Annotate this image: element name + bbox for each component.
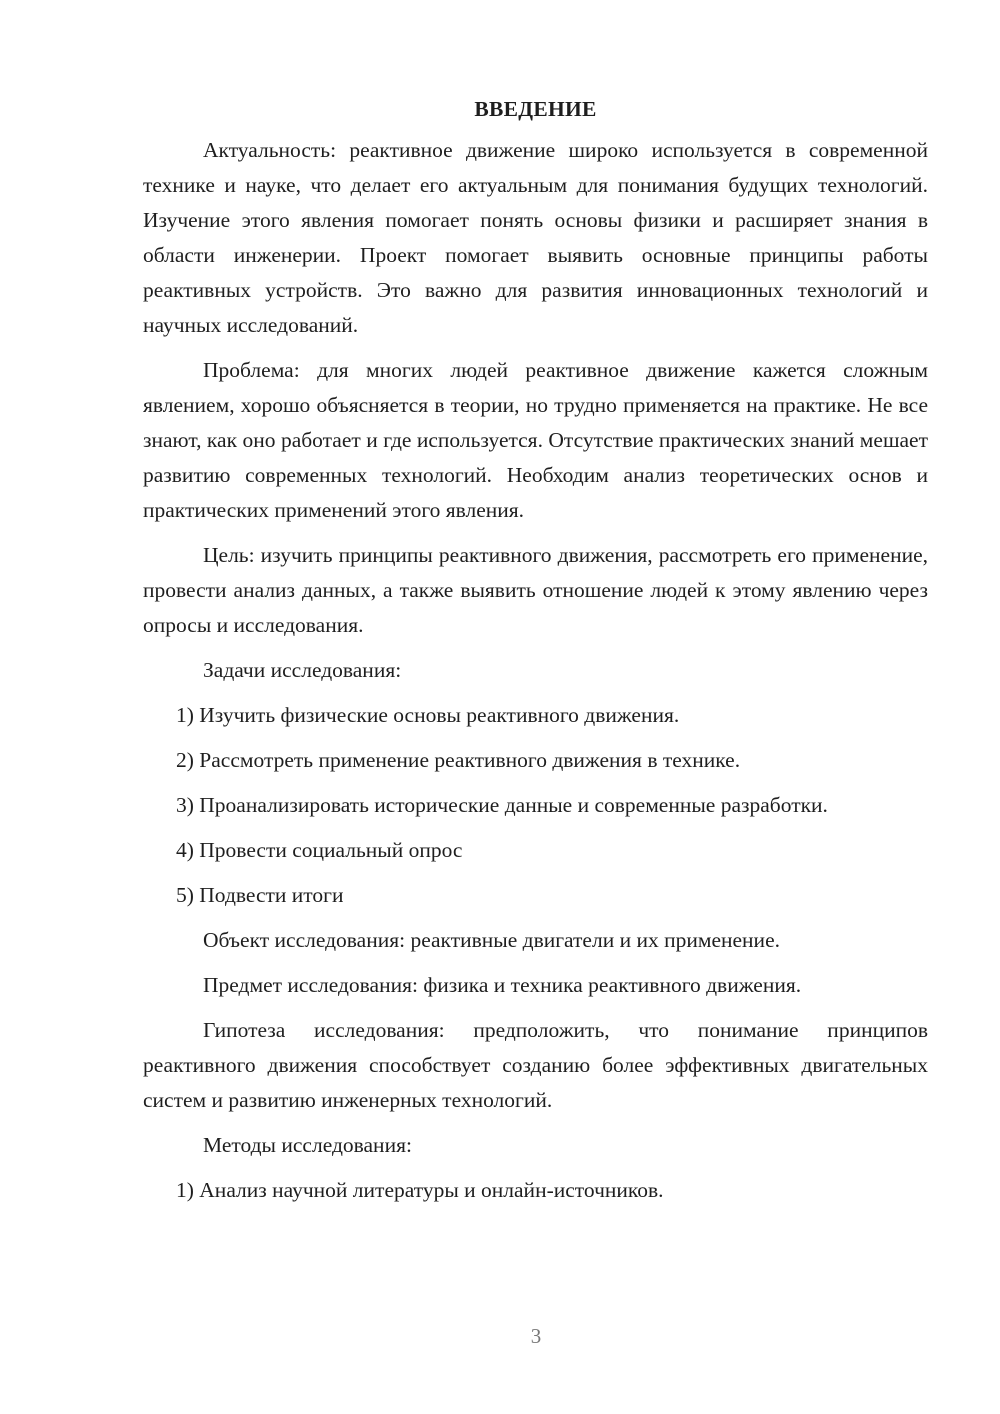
task-item: 4) Провести социальный опрос (176, 838, 463, 862)
task-item: 2) Рассмотреть применение реактивного движения в технике. (176, 748, 741, 772)
page-content (143, 92, 928, 1218)
task-item: 5) Подвести итоги (176, 883, 344, 907)
goal-paragraph: Цель: изучить принципы реактивного движения, рассмотреть его применение, провести анализ данных, а также выявить отношение людей к этому явлению через опросы и исследования. (143, 543, 928, 637)
relevance-paragraph: Актуальность: реактивное движение широко используется в современной технике и науке, что делает его актуальным для понимания будущих технологий. Изучение этого явления помогает понять основы физики и расширяет знания в области инженерии. Проект помогает выявить основные принципы работы реактивных устройств. Это важно для развития инновационных технологий и научных исследований. (143, 138, 928, 337)
hypothesis-paragraph: Гипотеза исследования: предположить, что понимание принципов реактивного движения способствует созданию более эффективных двигательных систем и развитию инженерных технологий. (143, 1018, 928, 1112)
page-title: ВВЕДЕНИЕ (474, 97, 597, 121)
problem-paragraph: Проблема: для многих людей реактивное движение кажется сложным явлением, хорошо объясняется в теории, но трудно применяется на практике. Не все знают, как оно работает и где используется. Отсутствие практических знаний мешает развитию современных технологий. Необходим анализ теоретических основ и практических применений этого явления. (143, 358, 928, 522)
tasks-title: Задачи исследования: (203, 658, 402, 682)
subject-paragraph: Предмет исследования: физика и техника реактивного движения. (203, 973, 802, 997)
object-paragraph: Объект исследования: реактивные двигатели и их применение. (203, 928, 780, 952)
task-item: 3) Проанализировать исторические данные и современные разработки. (176, 793, 828, 817)
methods-title: Методы исследования: (203, 1133, 412, 1157)
page-number: 3 (530, 1324, 542, 1348)
method-item: 1) Анализ научной литературы и онлайн-источников. (176, 1178, 664, 1202)
task-item: 1) Изучить физические основы реактивного движения. (176, 703, 680, 727)
